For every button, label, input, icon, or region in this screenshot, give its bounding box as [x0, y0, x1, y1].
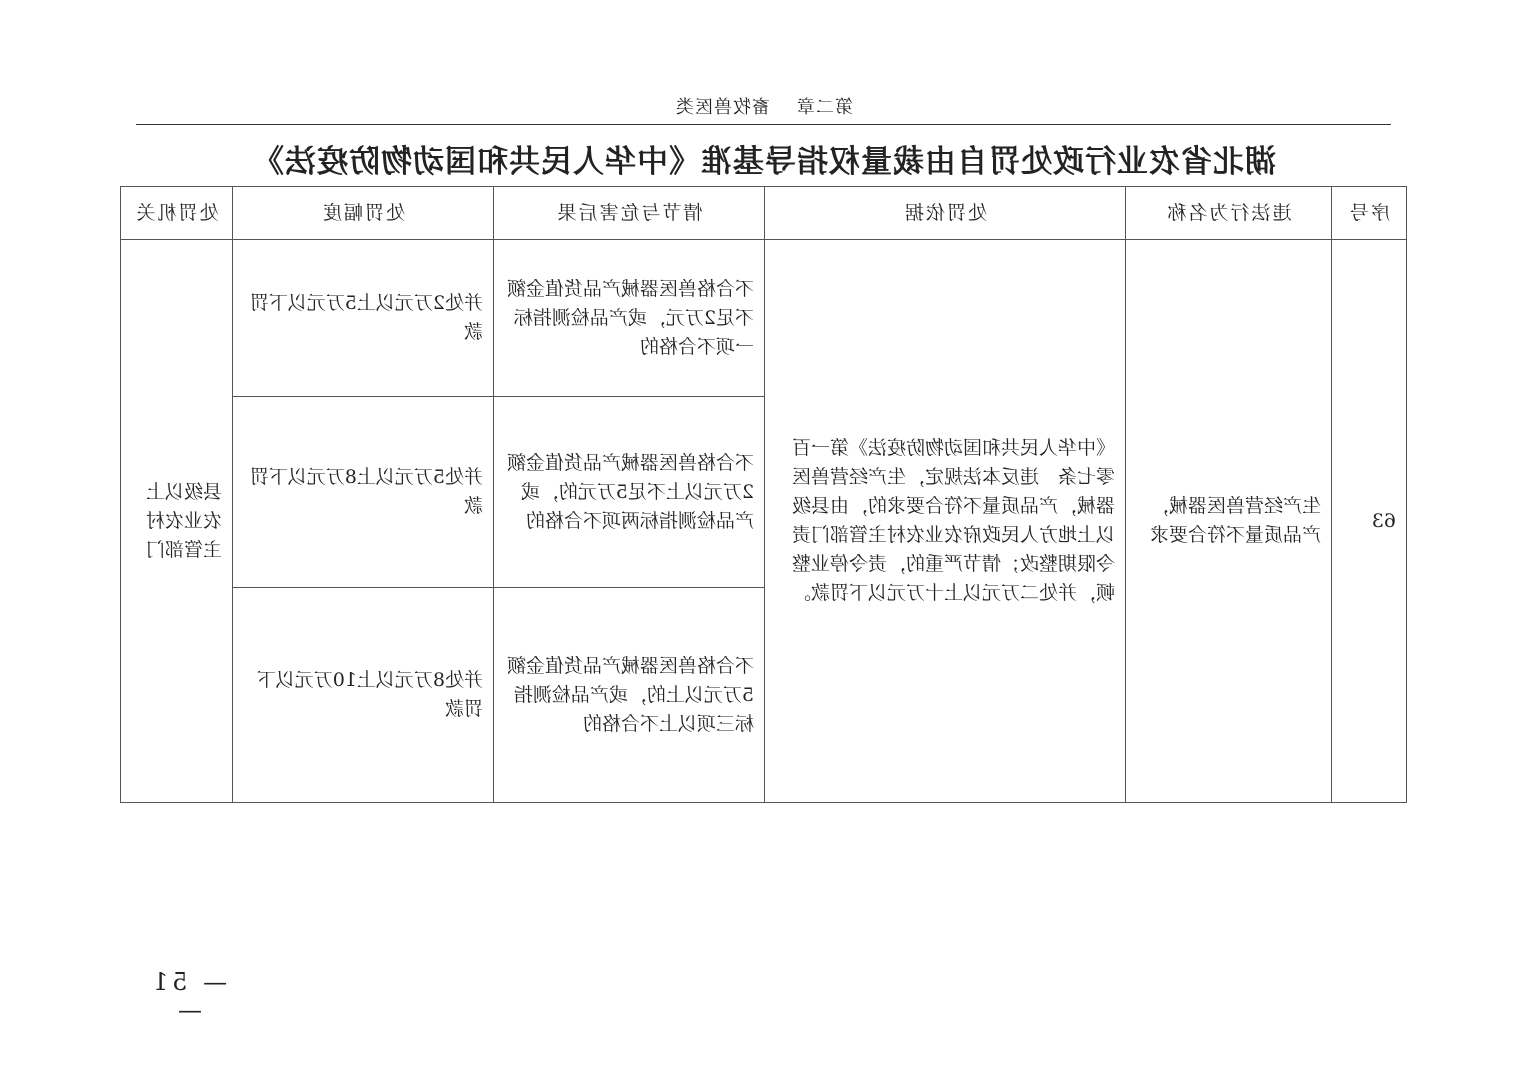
cell-range-2: 并处5万元以上8万元以下罚款	[233, 397, 494, 588]
header-circumstance: 情节与危害后果	[494, 187, 765, 240]
header-range: 处罚幅度	[233, 187, 494, 240]
document-title: 湖北省农业行政处罚自由裁量权指导基准《中华人民共和国动物防疫法》	[252, 144, 1276, 180]
table-row	[121, 240, 1407, 397]
chapter-label: 第二章	[796, 97, 853, 118]
header-authority: 处罚机关	[121, 187, 233, 240]
cell-violation: 生产经营兽医器械，产品质量不符合要求	[1126, 240, 1332, 803]
cell-circumstance-1: 不合格兽医器械产品货值金额不足2万元，或产品检测指标一项不合格的	[494, 240, 765, 397]
cell-seq: 63	[1332, 240, 1407, 803]
cell-authority: 县级以上农业农村主管部门	[121, 240, 233, 803]
page-number: — 51 —	[148, 968, 228, 1024]
cell-basis: 《中华人民共和国动物防疫法》第一百零七条 违反本法规定，生产经营兽医器械，产品质量不符合要求的，由县级以上地方人民政府农业农村主管部门责令限期整改；情节严重的，责令停业整顿，并处二万元以上十万元以下罚款。	[765, 240, 1126, 803]
running-head	[0, 93, 1528, 119]
cell-range-1: 并处2万元以上5万元以下罚款	[233, 240, 494, 397]
cell-circumstance-3: 不合格兽医器械产品货值金额5万元以上的，或产品检测指标三项以上不合格的	[494, 588, 765, 803]
header-seq: 序号	[1332, 187, 1407, 240]
penalty-table	[120, 186, 1407, 803]
header-basis: 处罚依据	[765, 187, 1126, 240]
header-rule	[136, 124, 1391, 125]
cell-range-3: 并处8万元以上10万元以下罚款	[233, 588, 494, 803]
table-header-row	[121, 187, 1407, 240]
section-label: 畜牧兽医类	[675, 97, 770, 118]
cell-circumstance-2: 不合格兽医器械产品货值金额2万元以上不足5万元的，或产品检测指标两项不合格的	[494, 397, 765, 588]
header-violation: 违法行为名称	[1126, 187, 1332, 240]
